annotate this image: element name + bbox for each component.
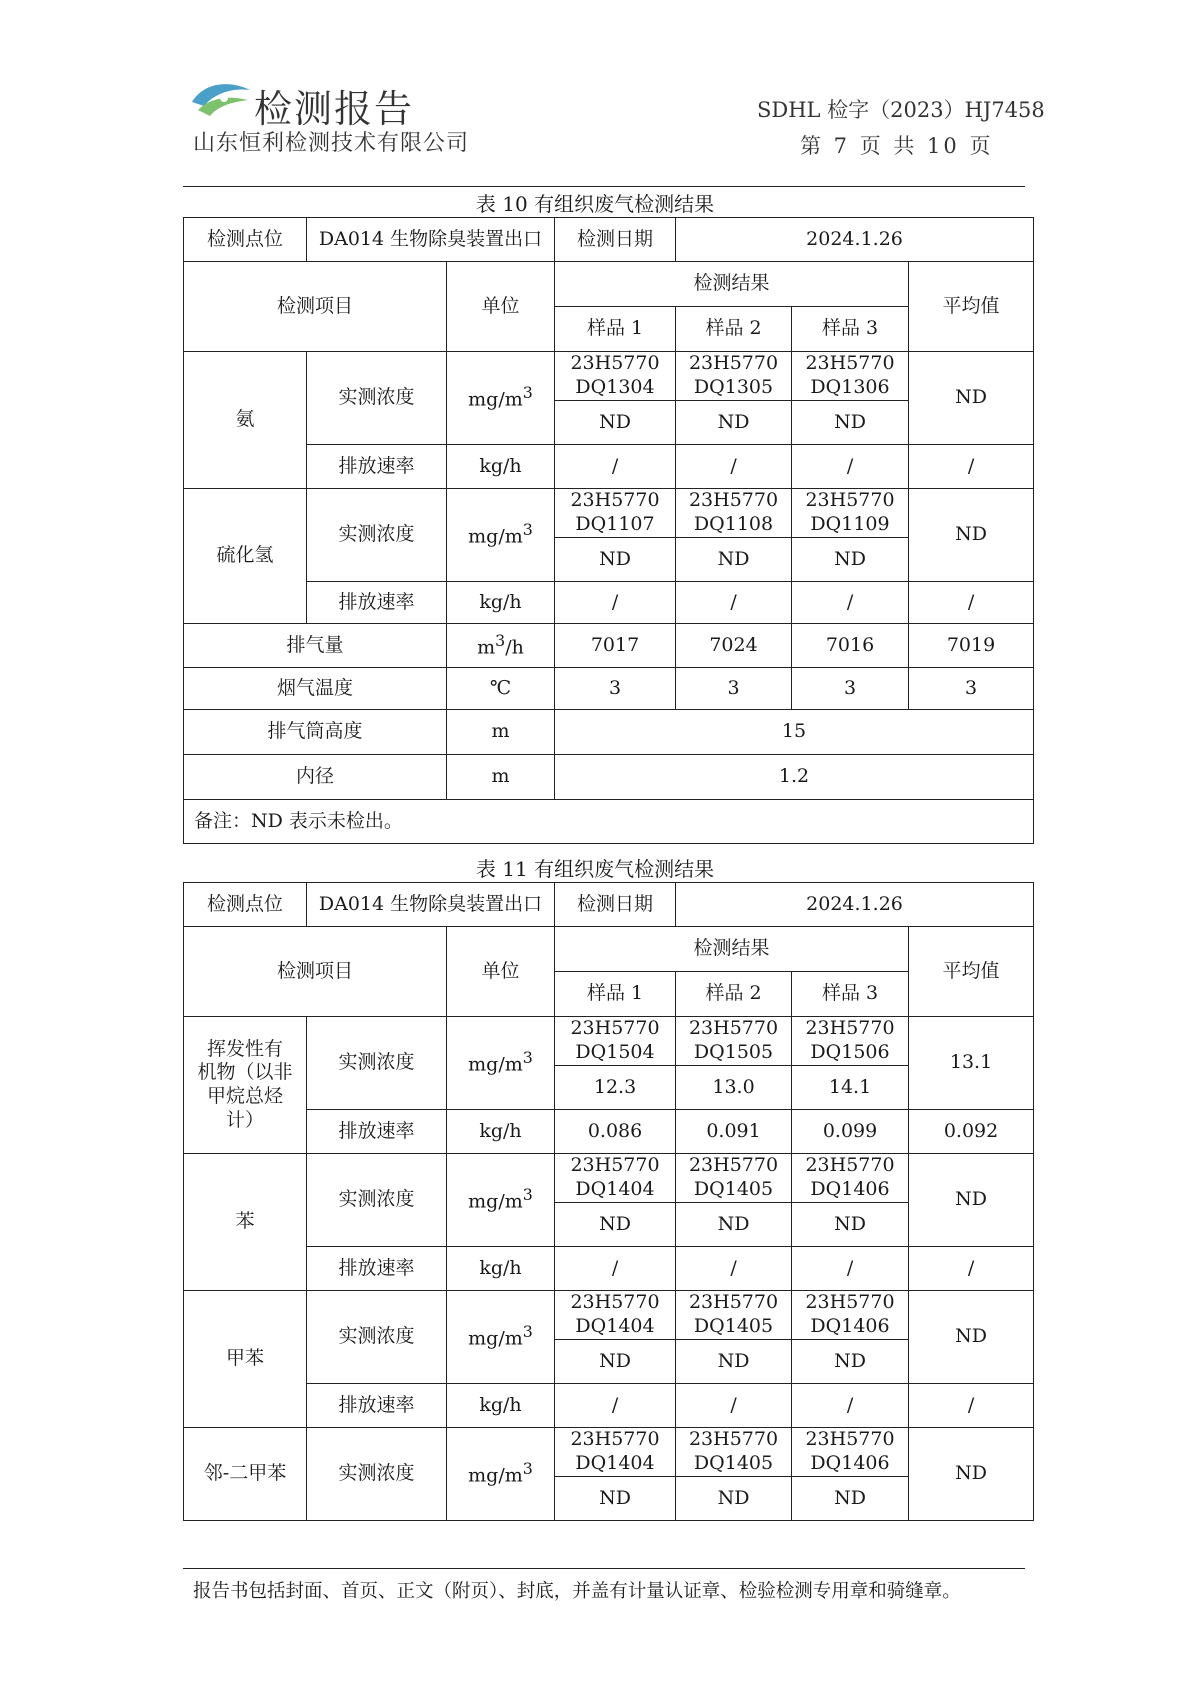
conc-value: ND <box>676 538 792 582</box>
conc-value: ND <box>676 1340 792 1384</box>
table10 <box>183 217 1034 844</box>
conc-label: 实测浓度 <box>307 1291 447 1384</box>
conc-value: ND <box>792 538 909 582</box>
temp-value: 3 <box>555 668 676 710</box>
rate-value: / <box>555 445 676 489</box>
sample-code: 23H5770 DQ1404 <box>555 1291 676 1340</box>
rate-value: / <box>676 582 792 624</box>
rate-avg: / <box>909 445 1034 489</box>
rate-avg: 0.092 <box>909 1110 1034 1154</box>
unit-header: 单位 <box>447 262 555 352</box>
sample-2-header: 样品 2 <box>676 307 792 352</box>
conc-value: ND <box>676 401 792 445</box>
conc-value: ND <box>792 401 909 445</box>
sample-code: 23H5770 DQ1306 <box>792 352 909 401</box>
point-value: DA014 生物除臭装置出口 <box>307 883 555 927</box>
date-label: 检测日期 <box>555 883 676 927</box>
conc-value: ND <box>792 1477 909 1521</box>
conc-unit: $mg/m^3$ <box>447 352 555 445</box>
table-row <box>184 352 1034 401</box>
conc-label: 实测浓度 <box>307 1017 447 1110</box>
conc-value: ND <box>792 1340 909 1384</box>
sample-code: 23H5770 DQ1506 <box>792 1017 909 1066</box>
rate-value: 0.086 <box>555 1110 676 1154</box>
rate-unit: kg/h <box>447 445 555 489</box>
rate-label: 排放速率 <box>307 445 447 489</box>
avg-header: 平均值 <box>909 262 1034 352</box>
rate-value: 0.099 <box>792 1110 909 1154</box>
table-row <box>184 1247 1034 1291</box>
temp-label: 烟气温度 <box>184 668 447 710</box>
conc-unit: $mg/m^3$ <box>447 1291 555 1384</box>
conc-label: 实测浓度 <box>307 352 447 445</box>
rate-value: / <box>676 1384 792 1428</box>
result-header: 检测结果 <box>555 262 909 307</box>
rate-avg: / <box>909 1247 1034 1291</box>
point-label: 检测点位 <box>184 218 307 262</box>
table-row <box>184 927 1034 972</box>
sample-code: 23H5770 DQ1405 <box>676 1428 792 1477</box>
date-value: 2024.1.26 <box>676 883 1034 927</box>
rate-unit: kg/h <box>447 1384 555 1428</box>
table-row <box>184 1384 1034 1428</box>
pollutant-name: 挥发性有 机物（以非 甲烷总烃 计） <box>184 1017 307 1154</box>
rate-value: / <box>555 1247 676 1291</box>
sample-code: 23H5770 DQ1505 <box>676 1017 792 1066</box>
table-row <box>184 1428 1034 1477</box>
sample-code: 23H5770 DQ1406 <box>792 1428 909 1477</box>
conc-unit: $mg/m^3$ <box>447 1154 555 1247</box>
temp-value: 3 <box>792 668 909 710</box>
rate-value: / <box>792 1247 909 1291</box>
avg-value: ND <box>909 1154 1034 1247</box>
table-row <box>184 800 1034 844</box>
table-row <box>184 218 1034 262</box>
sample-3-header: 样品 3 <box>792 972 909 1017</box>
height-label: 排气筒高度 <box>184 710 447 755</box>
document-title: 检测报告 <box>254 87 415 131</box>
sample-code: 23H5770 DQ1109 <box>792 489 909 538</box>
rate-value: / <box>555 582 676 624</box>
conc-value: ND <box>555 1203 676 1247</box>
rate-label: 排放速率 <box>307 582 447 624</box>
conc-value: 13.0 <box>676 1066 792 1110</box>
result-header: 检测结果 <box>555 927 909 972</box>
exhaust-value: 7017 <box>555 624 676 668</box>
company-name: 山东恒利检测技术有限公司 <box>193 131 470 156</box>
table11-caption: 表 11 有组织废气检测结果 <box>475 857 715 881</box>
rate-value: / <box>792 1384 909 1428</box>
table-row <box>184 489 1034 538</box>
table-row <box>184 445 1034 489</box>
conc-label: 实测浓度 <box>307 1428 447 1521</box>
avg-header: 平均值 <box>909 927 1034 1017</box>
pollutant-name: 邻-二甲苯 <box>184 1428 307 1521</box>
rate-label: 排放速率 <box>307 1110 447 1154</box>
pollutant-name: 苯 <box>184 1154 307 1291</box>
table-row <box>184 755 1034 800</box>
rate-unit: kg/h <box>447 1247 555 1291</box>
avg-value: ND <box>909 352 1034 445</box>
sample-code: 23H5770 DQ1405 <box>676 1154 792 1203</box>
rate-value: / <box>792 582 909 624</box>
conc-value: 14.1 <box>792 1066 909 1110</box>
page-number: 第 7 页 共 10 页 <box>800 134 994 158</box>
conc-value: ND <box>555 1477 676 1521</box>
sample-2-header: 样品 2 <box>676 972 792 1017</box>
sample-code: 23H5770 DQ1108 <box>676 489 792 538</box>
temp-value: 3 <box>676 668 792 710</box>
conc-value: ND <box>555 1340 676 1384</box>
rate-avg: / <box>909 582 1034 624</box>
report-number: SDHL 检字（2023）HJ7458 <box>757 98 1045 122</box>
footer-note: 报告书包括封面、首页、正文（附页）、封底，并盖有计量认证章、检验检测专用章和骑缝章。 <box>193 1581 961 1602</box>
conc-value: ND <box>676 1203 792 1247</box>
footer-divider <box>183 1568 1025 1569</box>
item-header: 检测项目 <box>184 927 447 1017</box>
exhaust-avg: 7019 <box>909 624 1034 668</box>
height-value: 15 <box>555 710 1034 755</box>
pollutant-name: 甲苯 <box>184 1291 307 1428</box>
conc-label: 实测浓度 <box>307 1154 447 1247</box>
date-label: 检测日期 <box>555 218 676 262</box>
temp-avg: 3 <box>909 668 1034 710</box>
diameter-value: 1.2 <box>555 755 1034 800</box>
item-header: 检测项目 <box>184 262 447 352</box>
table-row <box>184 668 1034 710</box>
rate-value: / <box>676 445 792 489</box>
avg-value: ND <box>909 1428 1034 1521</box>
conc-value: 12.3 <box>555 1066 676 1110</box>
date-value: 2024.1.26 <box>676 218 1034 262</box>
rate-avg: / <box>909 1384 1034 1428</box>
conc-value: ND <box>792 1203 909 1247</box>
rate-value: / <box>555 1384 676 1428</box>
conc-label: 实测浓度 <box>307 489 447 582</box>
pollutant-name: 硫化氢 <box>184 489 307 624</box>
table-row <box>184 582 1034 624</box>
rate-value: 0.091 <box>676 1110 792 1154</box>
rate-label: 排放速率 <box>307 1384 447 1428</box>
table-row <box>184 710 1034 755</box>
exhaust-value: 7016 <box>792 624 909 668</box>
table10-caption: 表 10 有组织废气检测结果 <box>475 192 715 216</box>
avg-value: ND <box>909 1291 1034 1384</box>
sample-code: 23H5770 DQ1304 <box>555 352 676 401</box>
table-row <box>184 1017 1034 1066</box>
conc-unit: $mg/m^3$ <box>447 1428 555 1521</box>
table-note: 备注：ND 表示未检出。 <box>184 800 1034 844</box>
rate-value: / <box>676 1247 792 1291</box>
rate-unit: kg/h <box>447 1110 555 1154</box>
sample-1-header: 样品 1 <box>555 307 676 352</box>
conc-value: ND <box>676 1477 792 1521</box>
unit-header: 单位 <box>447 927 555 1017</box>
avg-value: ND <box>909 489 1034 582</box>
rate-unit: kg/h <box>447 582 555 624</box>
point-label: 检测点位 <box>184 883 307 927</box>
table-row <box>184 1110 1034 1154</box>
conc-unit: $mg/m^3$ <box>447 1017 555 1110</box>
sample-code: 23H5770 DQ1406 <box>792 1291 909 1340</box>
temp-unit: ℃ <box>447 668 555 710</box>
sample-3-header: 样品 3 <box>792 307 909 352</box>
sample-code: 23H5770 DQ1404 <box>555 1428 676 1477</box>
sample-code: 23H5770 DQ1305 <box>676 352 792 401</box>
exhaust-label: 排气量 <box>184 624 447 668</box>
conc-value: ND <box>555 401 676 445</box>
sample-code: 23H5770 DQ1406 <box>792 1154 909 1203</box>
point-value: DA014 生物除臭装置出口 <box>307 218 555 262</box>
table-row <box>184 883 1034 927</box>
sample-1-header: 样品 1 <box>555 972 676 1017</box>
conc-value: ND <box>555 538 676 582</box>
conc-unit: $mg/m^3$ <box>447 489 555 582</box>
diameter-label: 内径 <box>184 755 447 800</box>
sample-code: 23H5770 DQ1405 <box>676 1291 792 1340</box>
table-row <box>184 624 1034 668</box>
diameter-unit: m <box>447 755 555 800</box>
table-row <box>184 1154 1034 1203</box>
exhaust-value: 7024 <box>676 624 792 668</box>
table11 <box>183 882 1034 1521</box>
sample-code: 23H5770 DQ1107 <box>555 489 676 538</box>
avg-value: 13.1 <box>909 1017 1034 1110</box>
rate-value: / <box>792 445 909 489</box>
company-logo <box>190 76 252 118</box>
table-row <box>184 262 1034 307</box>
table-row <box>184 1291 1034 1340</box>
sample-code: 23H5770 DQ1504 <box>555 1017 676 1066</box>
rate-label: 排放速率 <box>307 1247 447 1291</box>
header-divider <box>183 186 1025 187</box>
exhaust-unit: $m^3/h$ <box>447 624 555 668</box>
height-unit: m <box>447 710 555 755</box>
pollutant-name: 氨 <box>184 352 307 489</box>
sample-code: 23H5770 DQ1404 <box>555 1154 676 1203</box>
